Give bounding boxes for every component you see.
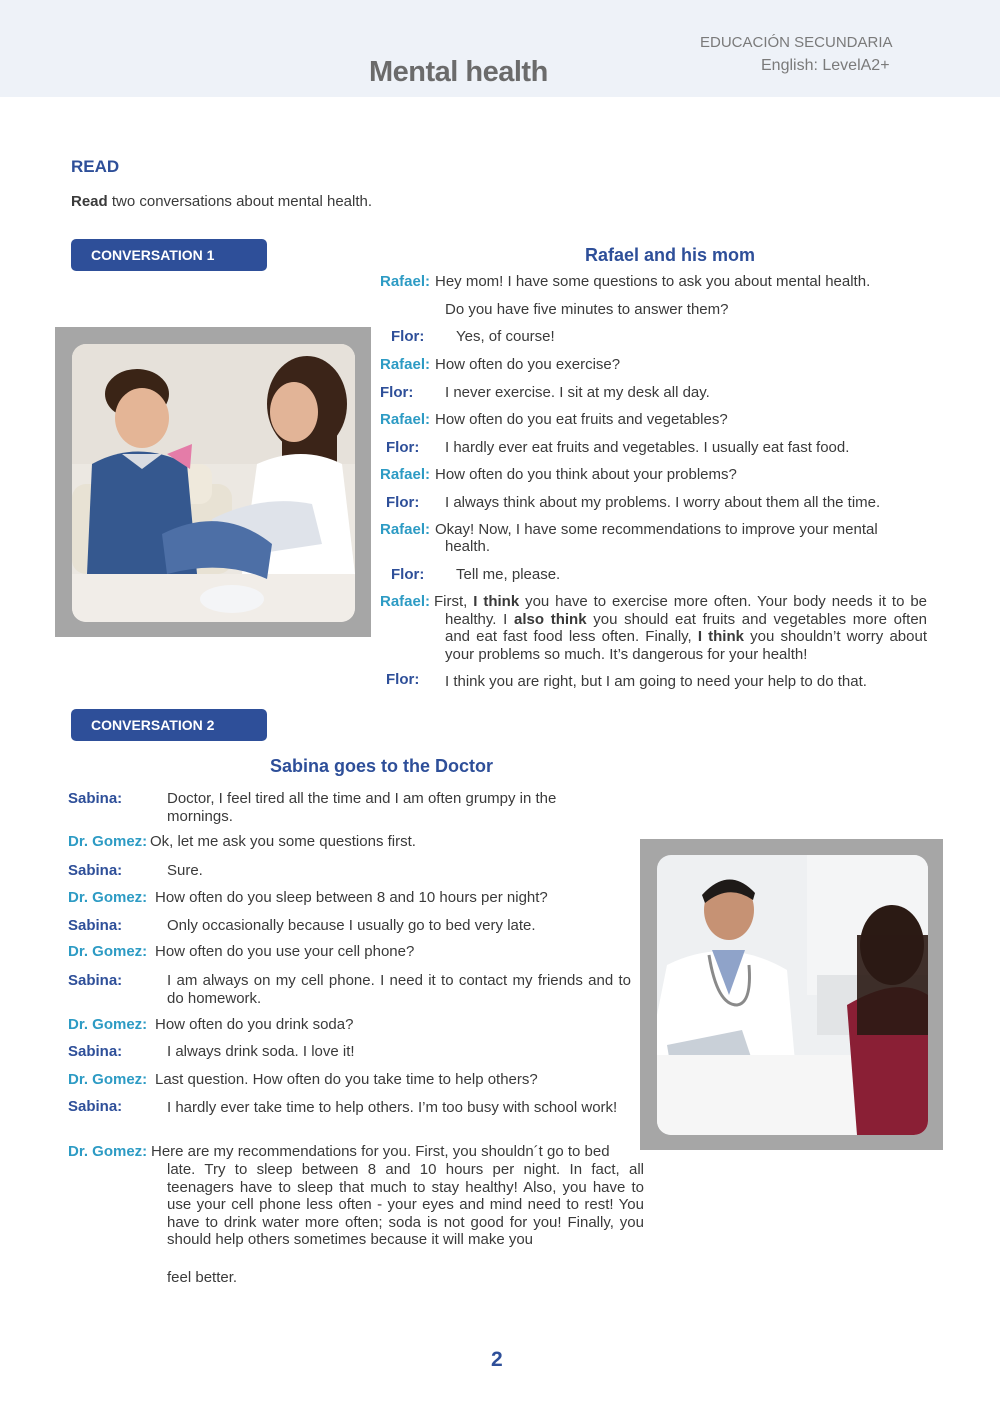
- dialog-line: Do you have five minutes to answer them?: [445, 301, 729, 318]
- read-heading: READ: [71, 157, 120, 176]
- speaker-flor: Flor:: [386, 494, 420, 511]
- speaker-rafael: Rafael:: [380, 521, 431, 538]
- dialog-line: Okay! Now, I have some recommendations to improve your mental: [435, 521, 878, 538]
- dialog-line: How often do you eat fruits and vegetables?: [435, 411, 728, 428]
- dialog-line: Hey mom! I have some questions to ask you about mental health.: [435, 273, 871, 290]
- dialog-line: I always drink soda. I love it!: [167, 1043, 355, 1060]
- speaker-dr-gomez: Dr. Gomez:: [68, 889, 148, 906]
- dialog-paragraph: late. Try to sleep between 8 and 10 hours per night. In fact, all teenagers have to sleep that much to stay healthy! Also, you have to use your cell phone less often - your eyes and mind need to rest! You have to drink water more often; soda is not good for you! Finally, you should help others sometimes because it will make you: [167, 1161, 644, 1248]
- dialog-line: How often do you drink soda?: [155, 1016, 354, 1033]
- dialog-line: I never exercise. I sit at my desk all day.: [445, 384, 710, 401]
- speaker-sabina: Sabina:: [68, 1043, 123, 1060]
- dialog-line: I hardly ever eat fruits and vegetables. I usually eat fast food.: [445, 439, 850, 456]
- read-instructions: [71, 193, 372, 210]
- speaker-dr-gomez: Dr. Gomez:: [68, 1071, 148, 1088]
- dialog-line: health.: [445, 538, 491, 555]
- dialog-line: Tell me, please.: [456, 566, 561, 583]
- doctor-patient-illustration: [657, 855, 928, 1135]
- speaker-dr-gomez: Dr. Gomez:: [68, 943, 148, 960]
- speaker-rafael: Rafael:: [380, 356, 431, 373]
- speaker-rafael: Rafael:: [380, 466, 431, 483]
- speaker-dr-gomez: Dr. Gomez:: [68, 1143, 148, 1160]
- speaker-flor: Flor:: [386, 439, 420, 456]
- level-label: English: LevelA2+: [761, 57, 890, 74]
- mother-son-illustration: [72, 344, 355, 622]
- rec-bold: I think: [697, 628, 744, 645]
- speaker-rafael: Rafael:: [380, 593, 431, 610]
- conversation-2-title: Sabina goes to the Doctor: [270, 756, 494, 776]
- rec-text: First,: [434, 593, 474, 610]
- dialog-line: Sure.: [167, 862, 203, 879]
- dialog-line: I think you are right, but I am going to need your help to do that.: [445, 673, 867, 690]
- dialog-line: feel better.: [167, 1269, 238, 1286]
- dialog-line: How often do you think about your problems?: [435, 466, 737, 483]
- speaker-rafael: Rafael:: [380, 411, 431, 428]
- speaker-dr-gomez: Dr. Gomez:: [68, 833, 148, 850]
- rec-text: you shouldn’t worry about your problems so much. It’s dangerous for your health!: [445, 628, 927, 663]
- dialog-line: How often do you sleep between 8 and 10 hours per night?: [155, 889, 548, 906]
- intro-bold: Read: [71, 193, 108, 210]
- speaker-sabina: Sabina:: [68, 917, 123, 934]
- dialog-line: How often do you exercise?: [435, 356, 621, 373]
- speaker-flor: Flor:: [391, 566, 425, 583]
- conversation-1-label: CONVERSATION 1: [71, 239, 267, 271]
- speaker-sabina: Sabina:: [68, 972, 123, 989]
- dialog-line: Ok, let me ask you some questions first.: [150, 833, 416, 850]
- speaker-sabina: Sabina:: [68, 862, 123, 879]
- dialog-line: Last question. How often do you take time to help others?: [155, 1071, 538, 1088]
- recommendation-paragraph: [434, 593, 927, 663]
- dialog-line: I am always on my cell phone. I need it to contact my friends and to do homework.: [167, 972, 631, 1007]
- dialog-line: I always think about my problems. I worry about them all the time.: [445, 494, 881, 511]
- page-title: Mental health: [369, 56, 548, 88]
- dialog-line: How often do you use your cell phone?: [155, 943, 415, 960]
- page-number: 2: [491, 1348, 503, 1371]
- speaker-flor: Flor:: [386, 671, 420, 688]
- intro-rest: two conversations about mental health.: [107, 193, 373, 210]
- dialog-line: Only occasionally because I usually go to bed very late.: [167, 917, 536, 934]
- dialog-line: Here are my recommendations for you. First, you shouldn´t go to bed: [151, 1143, 610, 1160]
- education-label: EDUCACIÓN SECUNDARIA: [700, 34, 893, 51]
- speaker-flor: Flor:: [391, 328, 425, 345]
- dialog-line: Yes, of course!: [456, 328, 555, 345]
- rec-bold: also think: [514, 610, 587, 628]
- speaker-dr-gomez: Dr. Gomez:: [68, 1016, 148, 1033]
- speaker-flor: Flor:: [380, 384, 414, 401]
- speaker-sabina: Sabina:: [68, 790, 123, 807]
- dialog-line: I hardly ever take time to help others. I’m too busy with school work!: [167, 1099, 618, 1116]
- rec-text: you have to exercise more often. Your body needs it to be healthy. I: [445, 593, 928, 628]
- conversation-1-title: Rafael and his mom: [585, 245, 756, 265]
- doctor-patient-photo: [657, 855, 928, 1135]
- mother-son-photo: [72, 344, 355, 622]
- speaker-rafael: Rafael:: [380, 273, 431, 290]
- dialog-line: Doctor, I feel tired all the time and I am often grumpy in the mornings.: [167, 790, 557, 825]
- speaker-sabina: Sabina:: [68, 1098, 123, 1115]
- rec-text: you should eat fruits and vegetables more often and eat fast food less often. Finally,: [445, 610, 927, 645]
- rec-bold: I think: [473, 593, 520, 610]
- conversation-2-label: CONVERSATION 2: [71, 709, 267, 741]
